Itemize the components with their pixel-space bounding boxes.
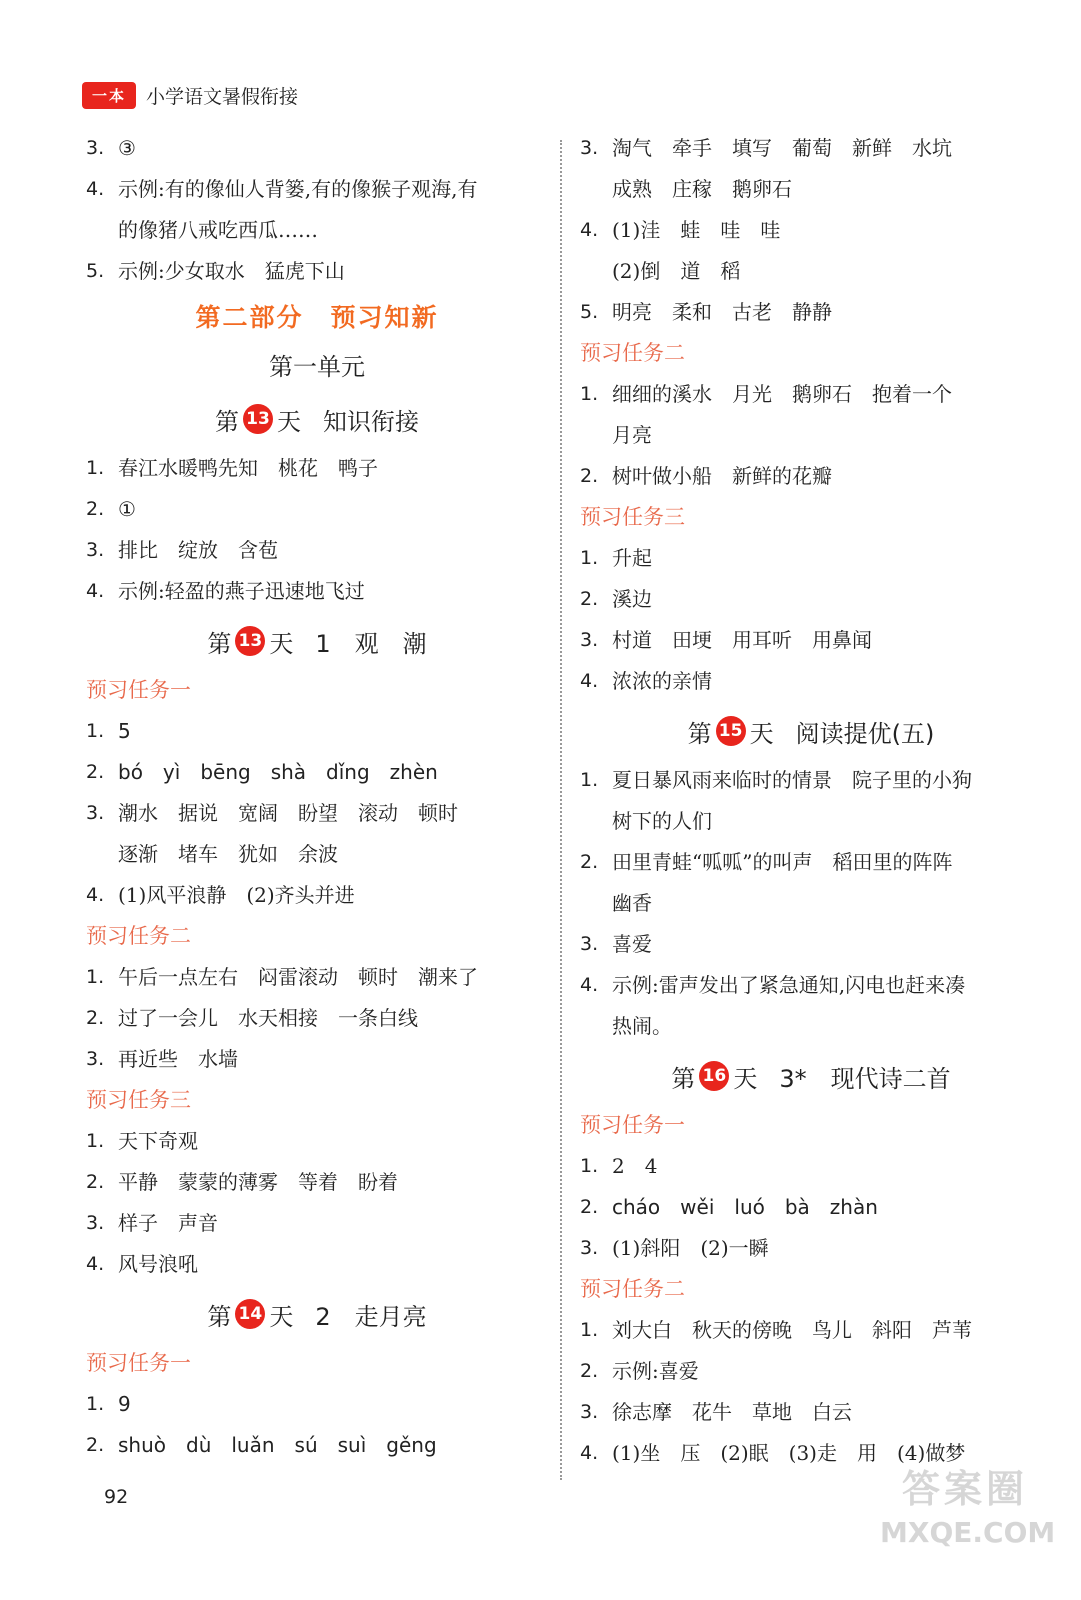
list-item: 4. 风号浪吼	[86, 1252, 198, 1276]
list-item: 2. 溪边	[580, 587, 652, 611]
list-item: 1. 天下奇观	[86, 1129, 198, 1153]
list-item: 2. 树叶做小船 新鲜的花瓣	[580, 464, 832, 488]
list-item: 4. 示例:雷声发出了紧急通知,闪电也赶来凑	[580, 973, 966, 997]
list-item-continuation: 的像猪八戒吃西瓜……	[118, 218, 318, 242]
list-item-continuation: (2)倒 道 稻	[612, 259, 741, 283]
list-item-continuation: 成熟 庄稼 鹅卵石	[612, 177, 792, 201]
task-heading: 预习任务二	[86, 924, 191, 948]
list-item: 4. 示例:有的像仙人背篓,有的像猴子观海,有	[86, 177, 478, 201]
list-item: 1. 午后一点左右 闷雷滚动 顿时 潮来了	[86, 965, 478, 989]
list-item: 5. 明亮 柔和 古老 静静	[580, 300, 832, 324]
list-item: 1. 夏日暴风雨来临时的情景 院子里的小狗	[580, 768, 972, 792]
day-heading: 第 16 天 3* 现代诗二首	[580, 1047, 1042, 1105]
day-number-badge: 14	[235, 1299, 265, 1329]
day-number-badge: 13	[243, 404, 273, 434]
list-item: 1. 9	[86, 1392, 131, 1416]
list-item: 1. 刘大白 秋天的傍晚 鸟儿 斜阳 芦苇	[580, 1318, 972, 1342]
list-item: 2. 田里青蛙“呱呱”的叫声 稻田里的阵阵	[580, 850, 953, 874]
day-heading: 第 13 天 1 观 潮	[86, 612, 548, 670]
list-item: 2. 示例:喜爱	[580, 1359, 699, 1383]
list-item: 3. 喜爱	[580, 932, 652, 956]
list-item-continuation: 幽香	[612, 891, 652, 915]
part-title: 第二部分 预习知新	[195, 303, 439, 332]
list-item: 1. 细细的溪水 月光 鹅卵石 抱着一个	[580, 382, 952, 406]
task-heading: 预习任务三	[580, 505, 685, 529]
unit-title: 第一单元	[269, 353, 365, 381]
list-item: 4. (1)坐 压 (2)眠 (3)走 用 (4)做梦	[580, 1441, 966, 1465]
task-heading: 预习任务一	[580, 1113, 685, 1137]
column-divider	[560, 140, 562, 1480]
list-item: 3. 淘气 牵手 填写 葡萄 新鲜 水坑	[580, 136, 952, 160]
list-item: 5. 示例:少女取水 猛虎下山	[86, 259, 345, 283]
task-heading: 预习任务二	[580, 341, 685, 365]
task-heading: 预习任务三	[86, 1088, 191, 1112]
day-number-badge: 13	[235, 626, 265, 656]
list-item: 2. bó yì bēng shà dǐng zhèn	[86, 760, 438, 784]
list-item: 2. ①	[86, 497, 136, 521]
list-item: 3. 排比 绽放 含苞	[86, 538, 278, 562]
day-heading: 第 13 天 知识衔接	[86, 390, 548, 448]
watermark-logo: 答案圈 MXQE.COM	[880, 1467, 1056, 1549]
list-item: 1. 5	[86, 719, 131, 743]
day-number-badge: 15	[716, 716, 746, 746]
list-item: 3. 再近些 水墙	[86, 1047, 238, 1071]
left-column	[86, 128, 548, 1466]
list-item: 3. 样子 声音	[86, 1211, 218, 1235]
page-number: 92	[104, 1486, 129, 1508]
task-heading: 预习任务一	[86, 1351, 191, 1375]
day-heading: 第 15 天 阅读提优(五)	[580, 702, 1042, 760]
list-item: 3. ③	[86, 136, 136, 160]
list-item: 1. 升起	[580, 546, 652, 570]
task-heading: 预习任务一	[86, 678, 191, 702]
day-number-badge: 16	[699, 1061, 729, 1091]
brand-logo: 一本	[82, 82, 136, 109]
list-item: 1. 春江水暖鸭先知 桃花 鸭子	[86, 456, 378, 480]
list-item: 4. (1)洼 蛙 哇 哇	[580, 218, 781, 242]
list-item: 3. 徐志摩 花牛 草地 白云	[580, 1400, 852, 1424]
list-item-continuation: 月亮	[612, 423, 652, 447]
list-item: 3. 潮水 据说 宽阔 盼望 滚动 顿时	[86, 801, 458, 825]
list-item: 4. (1)风平浪静 (2)齐头并进	[86, 883, 355, 907]
list-item-continuation: 热闹。	[612, 1014, 672, 1038]
page-header	[82, 80, 298, 110]
right-column	[580, 128, 1042, 1474]
list-item: 1. 2 4	[580, 1154, 658, 1178]
list-item-continuation: 逐渐 堵车 犹如 余波	[118, 842, 338, 866]
list-item: 3. 村道 田埂 用耳听 用鼻闻	[580, 628, 872, 652]
list-item: 2. 过了一会儿 水天相接 一条白线	[86, 1006, 418, 1030]
list-item: 4. 示例:轻盈的燕子迅速地飞过	[86, 579, 365, 603]
book-title: 小学语文暑假衔接	[146, 85, 299, 108]
list-item: 3. (1)斜阳 (2)一瞬	[580, 1236, 769, 1260]
task-heading: 预习任务二	[580, 1277, 685, 1301]
day-heading: 第 14 天 2 走月亮	[86, 1285, 548, 1343]
list-item-continuation: 树下的人们	[612, 809, 712, 833]
list-item: 2. cháo wěi luó bà zhàn	[580, 1195, 878, 1219]
list-item: 4. 浓浓的亲情	[580, 669, 712, 693]
list-item: 2. shuò dù luǎn sú suì gěng	[86, 1433, 437, 1457]
list-item: 2. 平静 蒙蒙的薄雾 等着 盼着	[86, 1170, 398, 1194]
